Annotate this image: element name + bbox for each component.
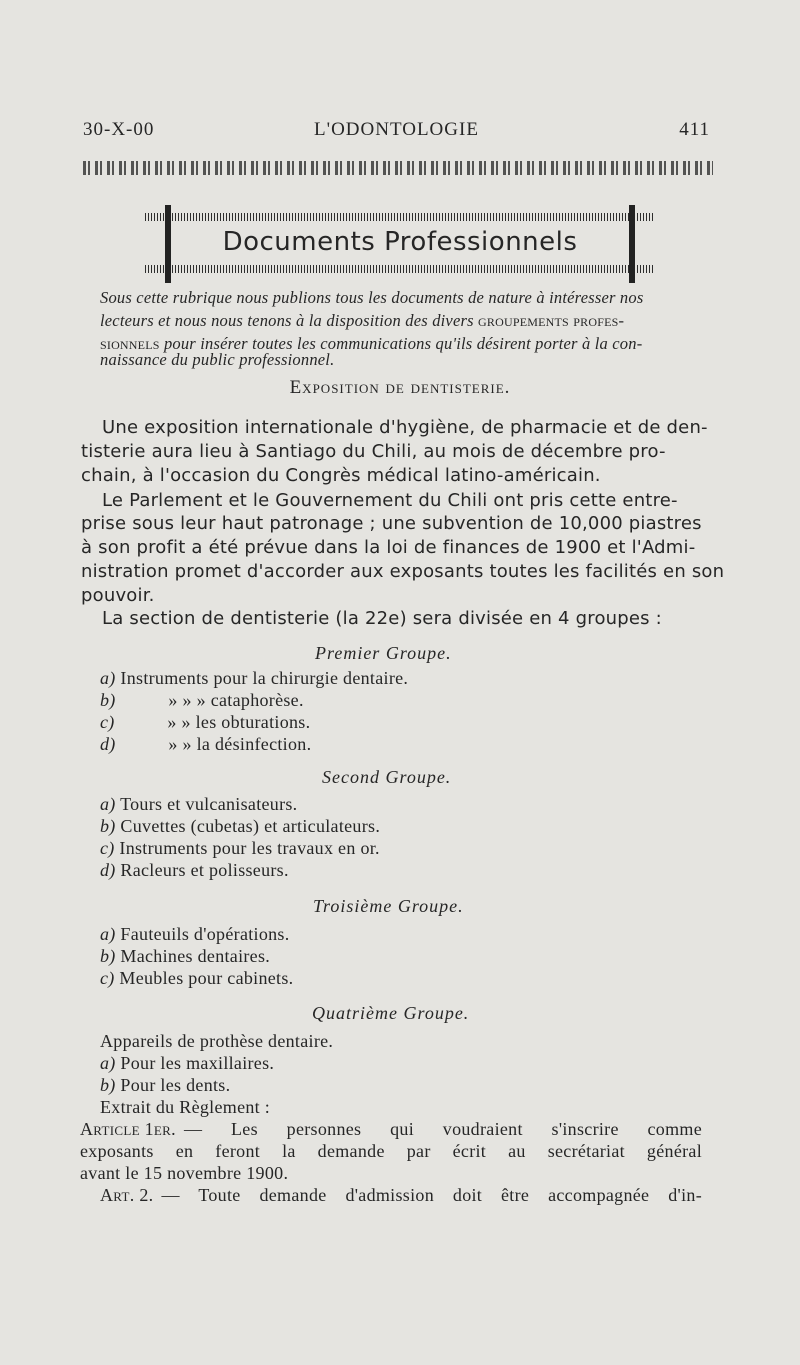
- group-3-title: Troisième Groupe.: [313, 896, 464, 916]
- header-date: 30-X-00: [83, 119, 155, 140]
- p2-line-4: nistration promet d'accorder aux exposants toutes les facilités en son: [81, 561, 725, 582]
- header-page-number: 411: [679, 119, 710, 140]
- header-journal: L'ODONTOLOGIE: [314, 119, 479, 140]
- group-1-item: a) Instruments pour la chirurgie dentaire.: [100, 668, 409, 688]
- title-frame: [145, 203, 655, 283]
- article-2-line: Art. 2. — Toute demande d'admission doit être accompagnée d'in-: [100, 1185, 702, 1205]
- article-1-line-2: exposants en feront la demande par écrit au secrétariat général: [80, 1141, 702, 1161]
- group-4-item: a) Pour les maxillaires.: [100, 1053, 275, 1073]
- intro-line-3: sionnels pour insérer toutes les communications qu'ils désirent porter à la con-: [100, 334, 643, 353]
- group-2-item: a) Tours et vulcanisateurs.: [100, 794, 298, 814]
- p1-line-1: Une exposition internationale d'hygiène, de pharmacie et de den-: [102, 417, 708, 438]
- group-1-item: b) » » » cataphorèse.: [100, 690, 304, 710]
- title-frame-bottom-rule: [145, 265, 655, 273]
- article-2-label: Art. 2.: [100, 1185, 154, 1205]
- section-heading: Documents Professionnels: [222, 227, 578, 257]
- intro-line-2: lecteurs et nous nous tenons à la disposition des divers groupements profes-: [100, 311, 625, 330]
- intro-line-1: Sous cette rubrique nous publions tous les documents de nature à intéresser nos: [100, 288, 644, 307]
- intro-line-4: naissance du public professionnel.: [100, 350, 335, 369]
- group-1-item: c) » » les obturations.: [100, 712, 311, 732]
- p2-line-1: Le Parlement et le Gouvernement du Chili ont pris cette entre-: [102, 490, 678, 511]
- group-4-item: b) Pour les dents.: [100, 1075, 231, 1095]
- p2-line-2: prise sous leur haut patronage ; une subvention de 10,000 piastres: [81, 513, 702, 534]
- p2-line-3: à son profit a été prévue dans la loi de finances de 1900 et l'Admi-: [81, 537, 696, 558]
- group-4-title: Quatrième Groupe.: [312, 1003, 470, 1023]
- group-2-title: Second Groupe.: [322, 767, 452, 787]
- reglement-heading: Extrait du Règlement :: [100, 1097, 271, 1117]
- article-title: Exposition de dentisterie.: [289, 377, 511, 398]
- title-frame-top-rule: [145, 213, 655, 221]
- group-2-item: c) Instruments pour les travaux en or.: [100, 838, 380, 858]
- group-3-item: c) Meubles pour cabinets.: [100, 968, 294, 988]
- running-header: [83, 119, 710, 147]
- article-1-line-3: avant le 15 novembre 1900.: [80, 1163, 289, 1183]
- p2-line-5: pouvoir.: [81, 585, 155, 606]
- p1-line-3: chain, à l'occasion du Congrès médical latino-américain.: [81, 465, 601, 486]
- article-1-label: Article 1er.: [80, 1119, 176, 1139]
- group-2-item: b) Cuvettes (cubetas) et articulateurs.: [100, 816, 381, 836]
- p3-line: La section de dentisterie (la 22e) sera divisée en 4 groupes :: [102, 608, 662, 629]
- decorative-border: [83, 161, 713, 175]
- group-3-item: b) Machines dentaires.: [100, 946, 271, 966]
- group-4-lead: Appareils de prothèse dentaire.: [100, 1031, 334, 1051]
- group-3-item: a) Fauteuils d'opérations.: [100, 924, 290, 944]
- p1-line-2: tisterie aura lieu à Santiago du Chili, au mois de décembre pro-: [81, 441, 666, 462]
- article-1-line-1: Article 1er. — Les personnes qui voudraient s'inscrire comme: [80, 1119, 702, 1139]
- group-1-title: Premier Groupe.: [315, 643, 452, 663]
- group-1-item: d) » » la désinfection.: [100, 734, 312, 754]
- group-2-item: d) Racleurs et polisseurs.: [100, 860, 289, 880]
